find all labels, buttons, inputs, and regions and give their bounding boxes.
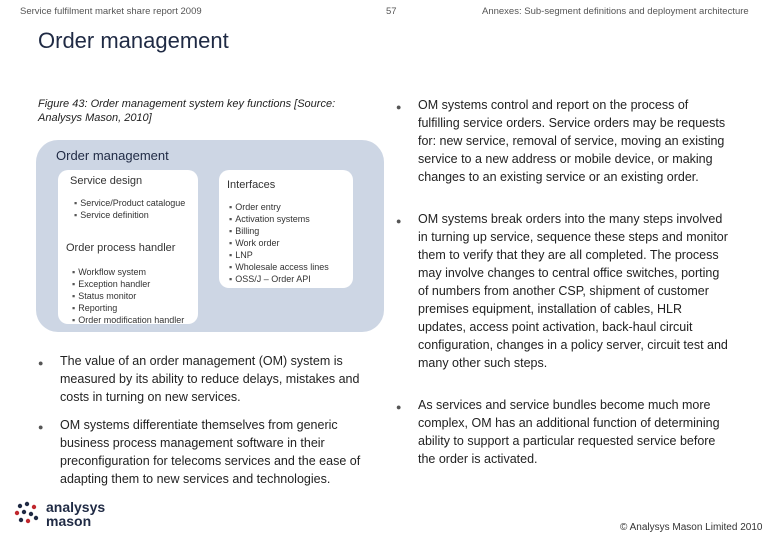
interfaces-box — [219, 170, 353, 288]
list-item: ▪ Workflow system — [72, 266, 196, 278]
list-item: ▪ LNP — [229, 249, 351, 261]
list-item: ▪ Activation systems — [229, 213, 351, 225]
service-design-list — [74, 197, 196, 221]
page-title: Order management — [38, 28, 229, 53]
page-number: 57 — [386, 6, 397, 17]
bullet-icon: ● — [396, 216, 402, 226]
interfaces-list — [229, 201, 351, 285]
list-item: ▪ OSS/J – Order API — [229, 273, 351, 285]
logo-line-1: analysys — [46, 499, 106, 515]
order-process-handler-list — [72, 266, 196, 326]
interfaces-heading: Interfaces — [227, 179, 276, 191]
list-item: ▪ Work order — [229, 237, 351, 249]
header-section-title: Annexes: Sub-segment definitions and deployment architecture — [482, 6, 749, 17]
right-bullet-text: OM systems control and report on the process of fulfilling service orders. Service orders may be requests for: new service, removal of service, moving an existing service to a new address or mobile device, or making changes to an existing service or an existing order. — [418, 98, 726, 184]
left-bullet-text: The value of an order management (OM) system is measured by its ability to reduce delays, mistakes and costs in turning on new services. — [60, 354, 360, 404]
copyright-notice: © Analysys Mason Limited 2010 — [620, 522, 763, 533]
bullet-icon: ● — [38, 422, 44, 432]
list-item: ▪ Billing — [229, 225, 351, 237]
list-item: ▪ Service definition — [74, 209, 196, 221]
header-report-title: Service fulfilment market share report 2009 — [20, 6, 202, 17]
service-design-heading: Service design — [70, 175, 143, 187]
list-item: ▪ Wholesale access lines — [229, 261, 351, 273]
order-process-handler-heading: Order process handler — [66, 242, 176, 254]
list-item: ▪ Status monitor — [72, 290, 196, 302]
list-item: ▪ Reporting — [72, 302, 196, 314]
diagram-title: Order management — [56, 148, 169, 163]
logo-wordmark — [46, 500, 105, 528]
figure-caption: Figure 43: Order management system key functions [Source: Analysys Mason, 2010] — [38, 98, 336, 124]
list-item: ▪ Order entry — [229, 201, 351, 213]
analysys-mason-logo-icon — [12, 500, 42, 528]
left-bullet-text: OM systems differentiate themselves from generic business process management software in their preconfiguration for telecoms services and the ease of adapting them to new services and technologies. — [60, 418, 361, 486]
right-bullet-text: As services and service bundles become much more complex, OM has an additional function of determining ability to support a particular requested service before the order is activated. — [418, 398, 720, 466]
bullet-icon: ● — [396, 102, 402, 112]
bullet-icon: ● — [396, 402, 402, 412]
list-item: ▪ Exception handler — [72, 278, 196, 290]
functions-box — [58, 170, 198, 324]
bullet-icon: ● — [38, 358, 44, 368]
right-bullet-text: OM systems break orders into the many steps involved in turning up service, sequence these steps and monitor them to verify that they are all completed. The process may involve changes to central office switches, porting of numbers from another CSP, shipment of customer premises equipment, installation of cables, HLR updates, access point activation, back-haul circuit configuration, changes in a policy server, circuit test and many other such steps. — [418, 212, 728, 370]
list-item: ▪ Order modification handler — [72, 314, 196, 326]
order-management-diagram — [36, 140, 384, 332]
list-item: ▪ Service/Product catalogue — [74, 197, 196, 209]
logo-line-2: mason — [46, 513, 92, 529]
